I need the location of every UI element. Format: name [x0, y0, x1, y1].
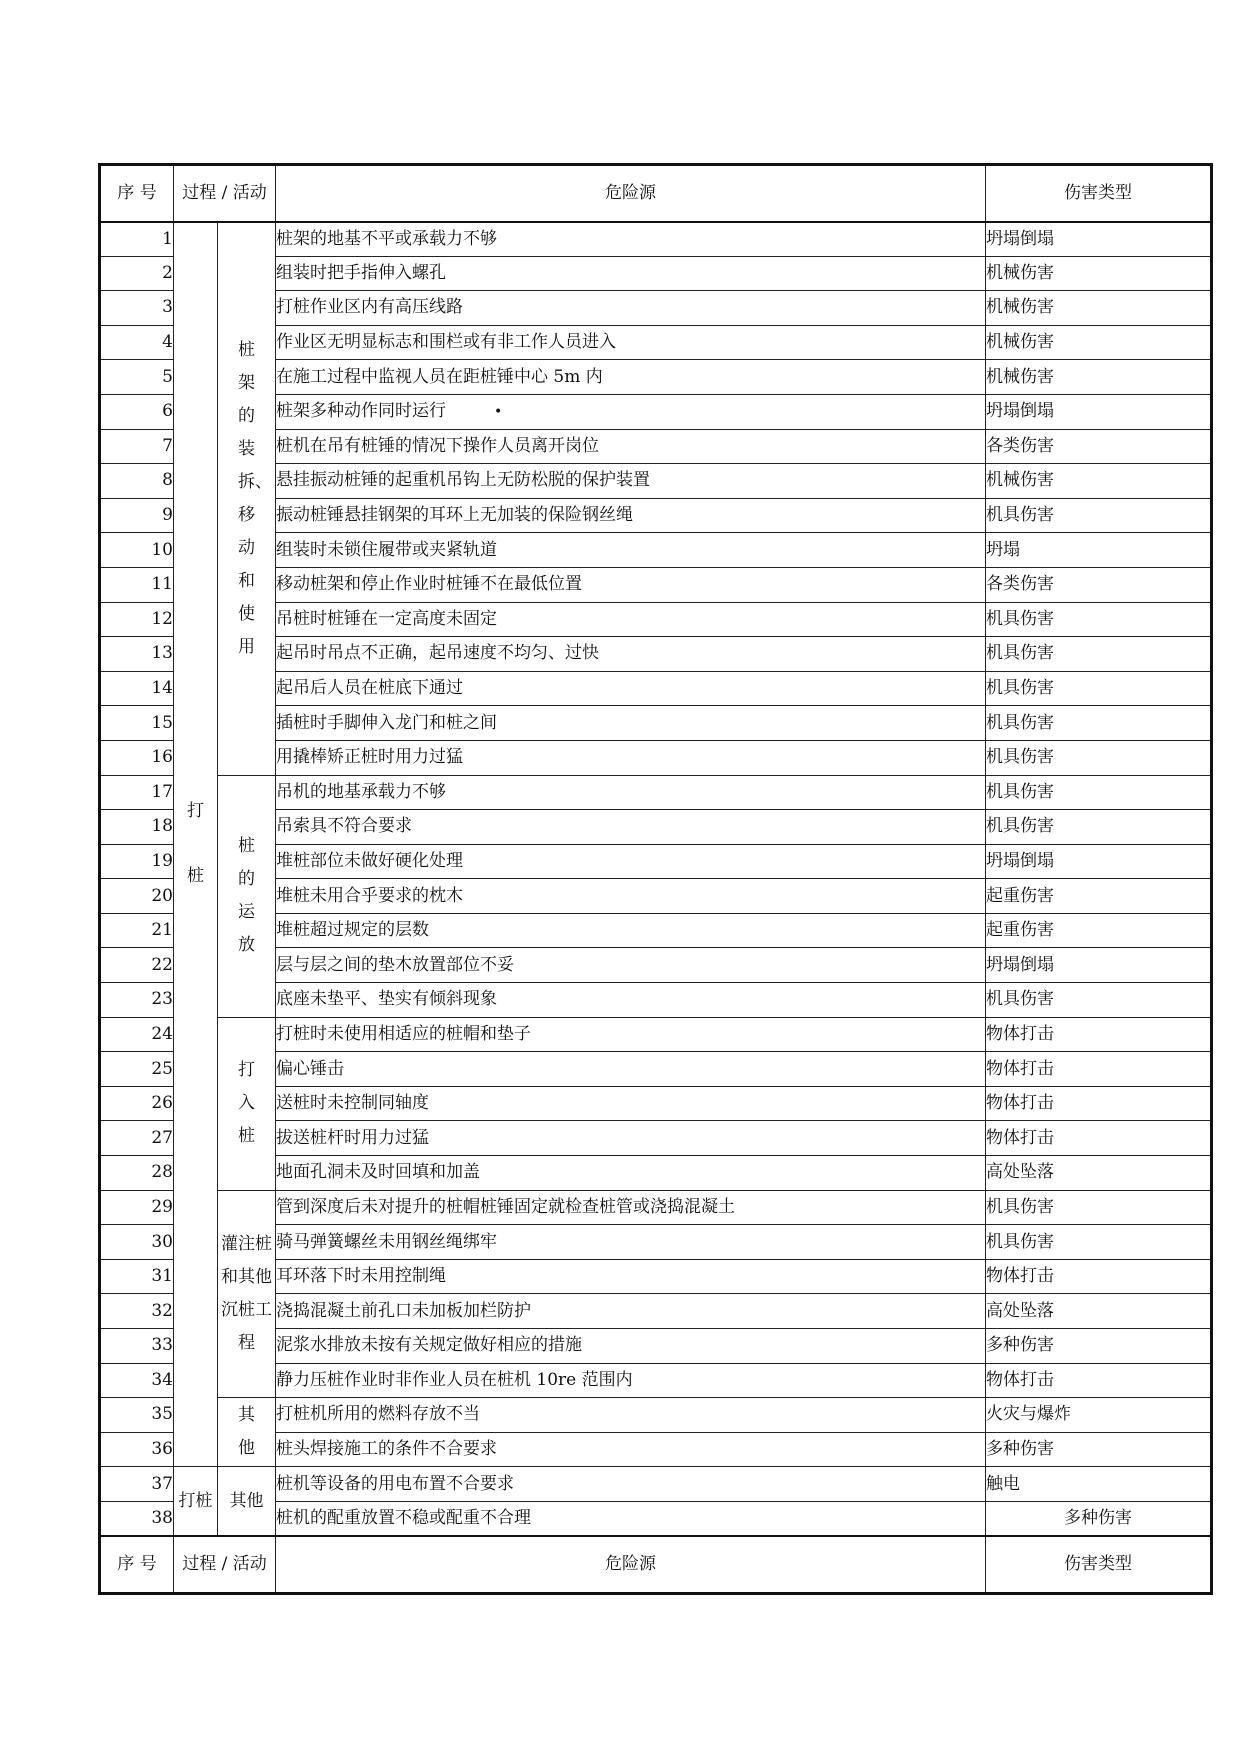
harm-cell: 多种伤害	[986, 1329, 1212, 1364]
hazard-cell: 地面孔洞未及时回填和加盖	[276, 1156, 986, 1191]
row-number: 24	[100, 1017, 174, 1052]
row-number: 16	[100, 740, 174, 775]
table-row	[100, 222, 1212, 257]
hazard-cell: 组装时未锁住履带或夹紧轨道	[276, 533, 986, 568]
hazard-cell: 桩架的地基不平或承载力不够	[276, 222, 986, 257]
row-number: 2	[100, 256, 174, 291]
hazard-cell: 堆桩超过规定的层数	[276, 913, 986, 948]
hazard-cell: 泥浆水排放未按有关规定做好相应的措施	[276, 1329, 986, 1364]
table-row	[100, 775, 1212, 810]
row-number: 17	[100, 775, 174, 810]
activity-group-label: 桩架的装拆、移动和使用	[238, 339, 272, 657]
harm-cell: 机具伤害	[986, 810, 1212, 845]
harm-cell: 机具伤害	[986, 740, 1212, 775]
table-row	[100, 1398, 1212, 1433]
row-number: 15	[100, 706, 174, 741]
table-footer-row	[100, 1536, 1212, 1593]
row-number: 33	[100, 1329, 174, 1364]
activity-group-other-last: 其他	[218, 1467, 276, 1536]
footer-seq: 序 号	[100, 1536, 174, 1593]
harm-cell: 机具伤害	[986, 1190, 1212, 1225]
hazard-cell: 耳环落下时未用控制绳	[276, 1259, 986, 1294]
stray-mark: •	[494, 404, 503, 421]
row-number: 9	[100, 498, 174, 533]
row-number: 18	[100, 810, 174, 845]
row-number: 29	[100, 1190, 174, 1225]
harm-cell: 机具伤害	[986, 775, 1212, 810]
row-number: 6	[100, 394, 174, 429]
harm-cell: 机械伤害	[986, 360, 1212, 395]
harm-cell: 机具伤害	[986, 602, 1212, 637]
harm-cell: 物体打击	[986, 1086, 1212, 1121]
hazard-cell: 起吊后人员在桩底下通过	[276, 671, 986, 706]
harm-cell: 坍塌倒塌	[986, 222, 1212, 257]
harm-cell: 触电	[986, 1467, 1212, 1502]
harm-cell: 物体打击	[986, 1363, 1212, 1398]
hazard-cell: 桩机在吊有桩锤的情况下操作人员离开岗位	[276, 429, 986, 464]
harm-cell: 机具伤害	[986, 498, 1212, 533]
harm-cell: 物体打击	[986, 1017, 1212, 1052]
harm-cell: 机械伤害	[986, 256, 1212, 291]
table-header-row	[100, 165, 1212, 222]
hazard-cell: 打桩机所用的燃料存放不当	[276, 1398, 986, 1433]
hazard-cell: 管到深度后未对提升的桩帽桩锤固定就检查桩管或浇捣混凝土	[276, 1190, 986, 1225]
harm-cell: 机具伤害	[986, 1225, 1212, 1260]
harm-cell: 坍塌倒塌	[986, 844, 1212, 879]
hazard-cell: 底座未垫平、垫实有倾斜现象	[276, 983, 986, 1018]
hazard-cell: 起吊时吊点不正确，起吊速度不均匀、过快	[276, 637, 986, 672]
row-number: 20	[100, 879, 174, 914]
row-number: 7	[100, 429, 174, 464]
hazard-cell: 吊桩时桩锤在一定高度未固定	[276, 602, 986, 637]
harm-cell: 机具伤害	[986, 983, 1212, 1018]
row-number: 11	[100, 567, 174, 602]
harm-cell: 机具伤害	[986, 706, 1212, 741]
row-number: 31	[100, 1259, 174, 1294]
hazard-cell: 桩机的配重放置不稳或配重不合理	[276, 1501, 986, 1536]
process-group-piling-last: 打桩	[174, 1467, 218, 1536]
hazard-cell: 骑马弹簧螺丝未用钢丝绳绑牢	[276, 1225, 986, 1260]
hazard-cell: 堆桩未用合乎要求的枕木	[276, 879, 986, 914]
footer-harm: 伤害类型	[986, 1536, 1212, 1593]
header-process: 过程 / 活动	[174, 165, 276, 222]
activity-group-install	[218, 222, 276, 776]
harm-cell: 坍塌	[986, 533, 1212, 568]
row-number: 38	[100, 1501, 174, 1536]
harm-cell: 坍塌倒塌	[986, 948, 1212, 983]
row-number: 36	[100, 1432, 174, 1467]
hazard-cell: 用撬棒矫正桩时用力过猛	[276, 740, 986, 775]
row-number: 26	[100, 1086, 174, 1121]
hazard-cell: 插桩时手脚伸入龙门和桩之间	[276, 706, 986, 741]
process-group-label: 打桩	[187, 801, 204, 887]
harm-cell: 机械伤害	[986, 325, 1212, 360]
harm-cell: 物体打击	[986, 1052, 1212, 1087]
harm-cell: 物体打击	[986, 1121, 1212, 1156]
harm-cell: 多种伤害	[986, 1501, 1212, 1536]
row-number: 27	[100, 1121, 174, 1156]
hazard-cell: 吊索具不符合要求	[276, 810, 986, 845]
activity-group-label: 打入桩	[238, 1060, 255, 1147]
harm-cell: 物体打击	[986, 1259, 1212, 1294]
hazard-cell: 悬挂振动桩锤的起重机吊钩上无防松脱的保护装置	[276, 464, 986, 499]
row-number: 3	[100, 291, 174, 326]
hazard-cell: 移动桩架和停止作业时桩锤不在最低位置	[276, 567, 986, 602]
hazard-cell: 振动桩锤悬挂钢架的耳环上无加装的保险钢丝绳	[276, 498, 986, 533]
row-number: 34	[100, 1363, 174, 1398]
row-number: 23	[100, 983, 174, 1018]
header-harm: 伤害类型	[986, 165, 1212, 222]
hazard-cell: 偏心锤击	[276, 1052, 986, 1087]
row-number: 4	[100, 325, 174, 360]
harm-cell: 坍塌倒塌	[986, 394, 1212, 429]
hazard-cell: 桩头焊接施工的条件不合要求	[276, 1432, 986, 1467]
hazard-cell: 在施工过程中监视人员在距桩锤中心 5m 内	[276, 360, 986, 395]
harm-cell: 机具伤害	[986, 637, 1212, 672]
table-row	[100, 1017, 1212, 1052]
harm-cell: 火灾与爆炸	[986, 1398, 1212, 1433]
row-number: 10	[100, 533, 174, 568]
harm-cell: 多种伤害	[986, 1432, 1212, 1467]
row-number: 13	[100, 637, 174, 672]
activity-group-driving	[218, 1017, 276, 1190]
footer-hazard: 危险源	[276, 1536, 986, 1593]
row-number: 21	[100, 913, 174, 948]
harm-cell: 机械伤害	[986, 291, 1212, 326]
hazard-cell: 桩机等设备的用电布置不合要求	[276, 1467, 986, 1502]
row-number: 8	[100, 464, 174, 499]
hazard-cell: 组装时把手指伸入螺孔	[276, 256, 986, 291]
hazard-text: 桩架多种动作同时运行	[276, 401, 447, 422]
table-row	[100, 1467, 1212, 1502]
header-seq: 序 号	[100, 165, 174, 222]
activity-group-label: 灌注桩和其他沉桩工程	[221, 1233, 272, 1353]
activity-group-label: 桩的运放	[238, 836, 255, 956]
hazard-cell: 送桩时未控制同轴度	[276, 1086, 986, 1121]
harm-cell: 起重伤害	[986, 879, 1212, 914]
row-number: 5	[100, 360, 174, 395]
row-number: 28	[100, 1156, 174, 1191]
hazard-table	[98, 163, 1213, 1595]
row-number: 14	[100, 671, 174, 706]
harm-cell: 高处坠落	[986, 1294, 1212, 1329]
row-number: 1	[100, 222, 174, 257]
row-number: 22	[100, 948, 174, 983]
hazard-cell: 层与层之间的垫木放置部位不妥	[276, 948, 986, 983]
row-number: 30	[100, 1225, 174, 1260]
harm-cell: 机械伤害	[986, 464, 1212, 499]
harm-cell: 各类伤害	[986, 567, 1212, 602]
activity-group-transport	[218, 775, 276, 1017]
table-row	[100, 1190, 1212, 1225]
hazard-cell: 静力压桩作业时非作业人员在桩机 10re 范围内	[276, 1363, 986, 1398]
harm-cell: 机具伤害	[986, 671, 1212, 706]
row-number: 32	[100, 1294, 174, 1329]
row-number: 12	[100, 602, 174, 637]
harm-cell: 高处坠落	[986, 1156, 1212, 1191]
hazard-cell: 打桩时未使用相适应的桩帽和垫子	[276, 1017, 986, 1052]
hazard-cell: 打桩作业区内有高压线路	[276, 291, 986, 326]
activity-group-label: 其他	[238, 1405, 255, 1459]
row-number: 19	[100, 844, 174, 879]
hazard-cell: 堆桩部位未做好硬化处理	[276, 844, 986, 879]
hazard-cell: 吊机的地基承载力不够	[276, 775, 986, 810]
hazard-cell	[276, 394, 986, 429]
header-hazard: 危险源	[276, 165, 986, 222]
footer-process: 过程 / 活动	[174, 1536, 276, 1593]
hazard-cell: 作业区无明显标志和围栏或有非工作人员进入	[276, 325, 986, 360]
hazard-cell: 浇捣混凝土前孔口未加板加栏防护	[276, 1294, 986, 1329]
activity-group-other	[218, 1398, 276, 1467]
activity-group-casting	[218, 1190, 276, 1398]
row-number: 37	[100, 1467, 174, 1502]
row-number: 35	[100, 1398, 174, 1433]
harm-cell: 各类伤害	[986, 429, 1212, 464]
process-group-piling	[174, 222, 218, 1467]
row-number: 25	[100, 1052, 174, 1087]
harm-cell: 起重伤害	[986, 913, 1212, 948]
hazard-cell: 拔送桩杆时用力过猛	[276, 1121, 986, 1156]
